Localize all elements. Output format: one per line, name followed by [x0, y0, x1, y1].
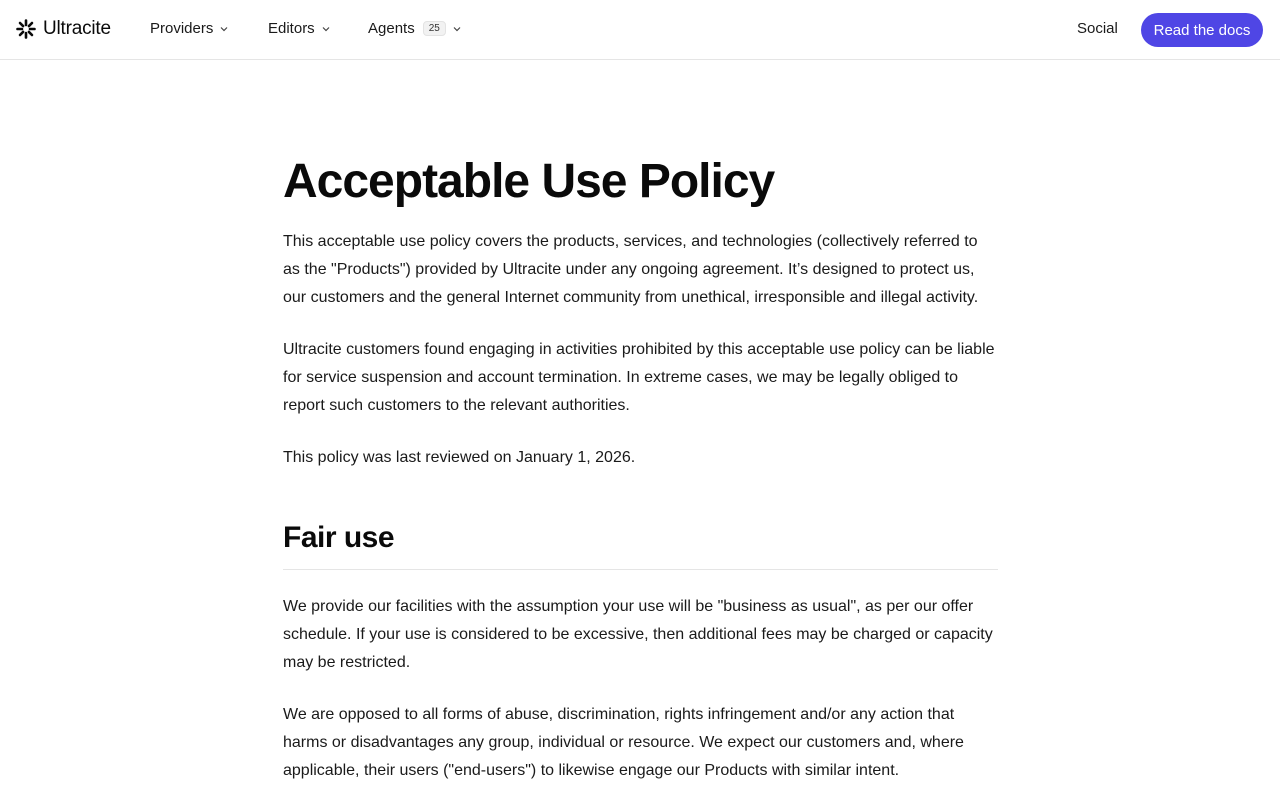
nav-agents[interactable]	[368, 20, 462, 37]
nav-editors-label: Editors	[268, 20, 315, 37]
fair-use-heading: Fair use	[283, 518, 998, 570]
intro-paragraph-1: This acceptable use policy covers the products, services, and technologies (collectively referred to as the "Products") provided by Ultracite under any ongoing agreement. It’s designed to protect us, our customers and the general Internet community from unethical, irresponsible and illegal activity.	[283, 233, 979, 306]
top-nav	[0, 0, 1280, 60]
page-title: Acceptable Use Policy	[283, 155, 775, 208]
chevron-down-icon	[321, 24, 331, 34]
fair-use-paragraph-1: We provide our facilities with the assumption your use will be "business as usual", as per our offer schedule. If your use is considered to be excessive, then additional fees may be charged or capacity may be restricted.	[283, 598, 993, 671]
read-docs-button[interactable]: Read the docs	[1141, 13, 1263, 47]
nav-providers[interactable]	[150, 20, 229, 37]
review-date-paragraph: This policy was last reviewed on January 1, 2026.	[283, 449, 636, 466]
fair-use-paragraph-2: We are opposed to all forms of abuse, discrimination, rights infringement and/or any action that harms or disadvantages any group, individual or resource. We expect our customers and, where applicable, their users ("end-users") to likewise engage our Products with similar intent.	[283, 706, 964, 779]
ultracite-logo-icon	[16, 19, 36, 39]
chevron-down-icon	[452, 24, 462, 34]
nav-editors[interactable]	[268, 20, 331, 37]
nav-social-link[interactable]: Social	[1077, 20, 1118, 37]
chevron-down-icon	[219, 24, 229, 34]
brand-logo-link[interactable]	[16, 18, 111, 40]
policy-article	[283, 150, 998, 785]
nav-agents-label: Agents	[368, 20, 415, 37]
intro-paragraph-2: Ultracite customers found engaging in activities prohibited by this acceptable use policy can be liable for service suspension and account termination. In extreme cases, we may be legally obliged to report such customers to the relevant authorities.	[283, 341, 995, 414]
nav-providers-label: Providers	[150, 20, 214, 37]
agents-count-badge: 25	[423, 21, 446, 36]
brand-name: Ultracite	[43, 18, 111, 39]
